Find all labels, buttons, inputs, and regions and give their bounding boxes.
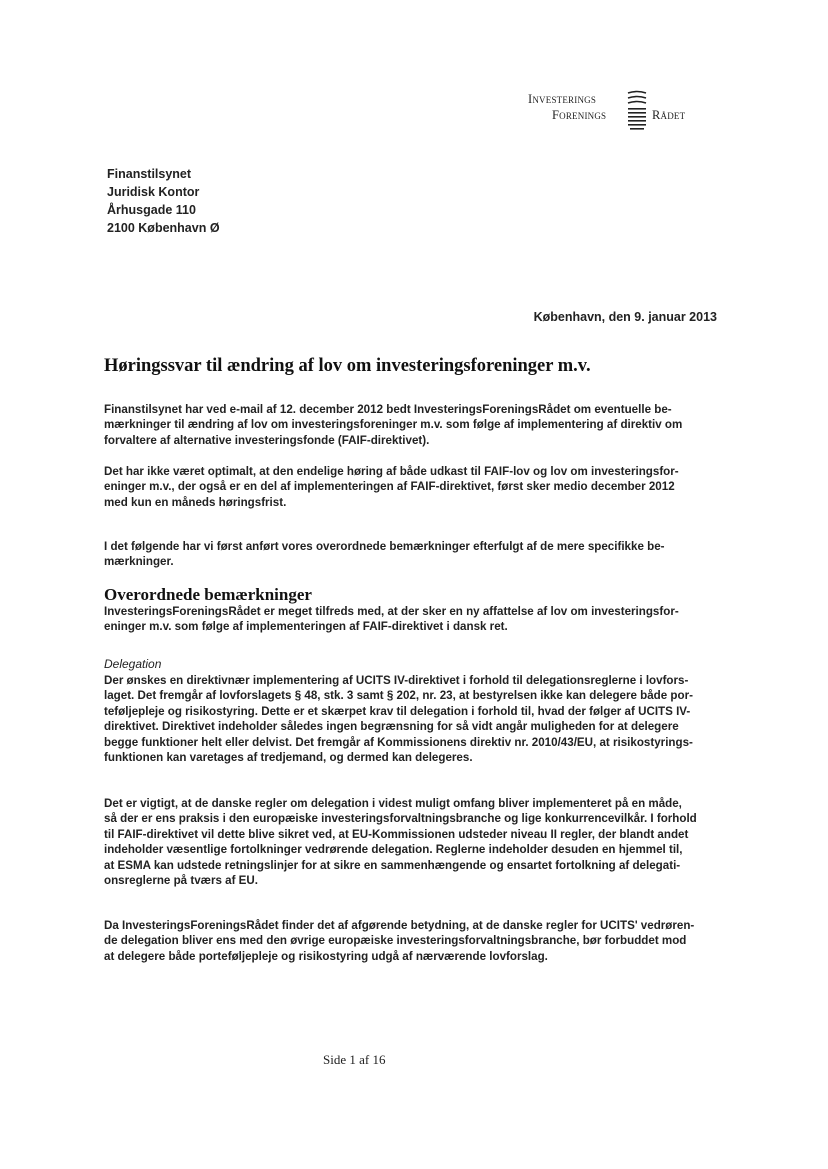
text-line: laget. Det fremgår af lovforslagets § 48, stk. 3 samt § 202, nr. 23, at bestyrelsen ikke kan delegere både por- xyxy=(104,689,693,703)
text-line: med kun en måneds høringsfrist. xyxy=(104,495,287,509)
logo-stripes-icon xyxy=(624,90,650,132)
recipient-address xyxy=(107,165,220,237)
section-paragraph-4 xyxy=(104,918,724,964)
text-line: direktivet. Direktivet indeholder således ingen begrænsning for så vidt angår muligheden for at delegere xyxy=(104,720,679,734)
text-line: de delegation bliver ens med den øvrige europæiske investeringsforvaltningsbranche, bør forbuddet mod xyxy=(104,934,687,948)
text-line: funktionen kan varetages af tredjemand, og dermed kan delegeres. xyxy=(104,751,473,765)
text-line: forvaltere af alternative investeringsfonde (FAIF-direktivet). xyxy=(104,433,430,447)
text-line: teføljepleje og risikostyring. Dette er et skærpet krav til delegation i forhold til, hvad der følger af UCITS IV- xyxy=(104,704,691,718)
page-number: Side 1 af 16 xyxy=(323,1052,386,1067)
text-line: I det følgende har vi først anført vores overordnede bemærkninger efterfulgt af de mere specifikke be- xyxy=(104,540,665,553)
text-line: Det har ikke været optimalt, at den endelige høring af både udkast til FAIF-lov og lov om investeringsfor- xyxy=(104,465,679,478)
text-line: eninger m.v., der også er en del af implementeringen af FAIF-direktivet, først sker medio december 2012 xyxy=(104,480,675,494)
text-line: Da InvesteringsForeningsRådet finder det af afgørende betydning, at de danske regler for UCITS' vedrøren- xyxy=(104,919,695,932)
text-line: til FAIF-direktivet vil dette blive sikret ved, at EU-Kommissionen udsteder niveau II regler, der blandt andet xyxy=(104,827,689,841)
address-line: 2100 København Ø xyxy=(107,221,220,235)
section-paragraph-2 xyxy=(104,673,724,765)
address-line: Juridisk Kontor xyxy=(107,185,200,199)
text-line: mærkninger til ændring af lov om investeringsforeninger m.v. som følge af implementering af direktiv om xyxy=(104,418,683,432)
address-line: Århusgade 110 xyxy=(107,203,196,217)
logo-text-line1: Investerings xyxy=(528,92,597,106)
text-line: at delegere både porteføljepleje og risikostyring udgå af nærværende lovforslag. xyxy=(104,949,548,963)
document-title: Høringssvar til ændring af lov om investeringsforeninger m.v. xyxy=(104,356,591,376)
section-heading: Overordnede bemærkninger xyxy=(104,585,312,604)
text-line: eninger m.v. som følge af implementeringen af FAIF-direktivet i dansk ret. xyxy=(104,620,508,634)
intro-paragraph-3 xyxy=(104,539,724,570)
section-paragraph-3 xyxy=(104,796,724,888)
text-line: begge funktioner helt eller delvist. Det fremgår af Kommissionens direktiv nr. 2010/43/EU, at risikostyrings- xyxy=(104,735,693,749)
logo-text-line3: Rådet xyxy=(652,108,686,122)
text-line: så der er ens praksis i den europæiske investeringsforvaltningsbranche og lige konkurrencevilkår. I forhold xyxy=(104,812,697,826)
text-line: at ESMA kan udstede retningslinjer for at sikre en sammenhængende og ensartet fortolkning af delegati- xyxy=(104,858,681,872)
text-line: mærkninger. xyxy=(104,555,174,569)
text-line: Der ønskes en direktivnær implementering af UCITS IV-direktivet i forhold til delegationsreglerne i lovfors- xyxy=(104,674,689,687)
text-line: Det er vigtigt, at de danske regler om delegation i videst muligt omfang bliver implementeret på en måde, xyxy=(104,797,682,810)
logo-text-line2: Forenings xyxy=(552,108,607,122)
text-line: indeholder væsentlige fortolkninger vedrørende delegation. Reglerne indeholder desuden en hjemmel til, xyxy=(104,843,683,857)
intro-paragraph-2 xyxy=(104,464,724,510)
section-paragraph-1 xyxy=(104,604,724,635)
organization-logo xyxy=(528,90,698,140)
text-line: InvesteringsForeningsRådet er meget tilfreds med, at der sker en ny affattelse af lov om investeringsfor- xyxy=(104,605,679,618)
intro-paragraph-1 xyxy=(104,402,724,448)
subsection-heading: Delegation xyxy=(104,657,162,671)
address-line: Finanstilsynet xyxy=(107,167,192,181)
letter-date: København, den 9. januar 2013 xyxy=(533,310,717,324)
text-line: Finanstilsynet har ved e-mail af 12. december 2012 bedt InvesteringsForeningsRådet om eventuelle be- xyxy=(104,403,672,416)
text-line: onsreglerne på tværs af EU. xyxy=(104,874,258,888)
